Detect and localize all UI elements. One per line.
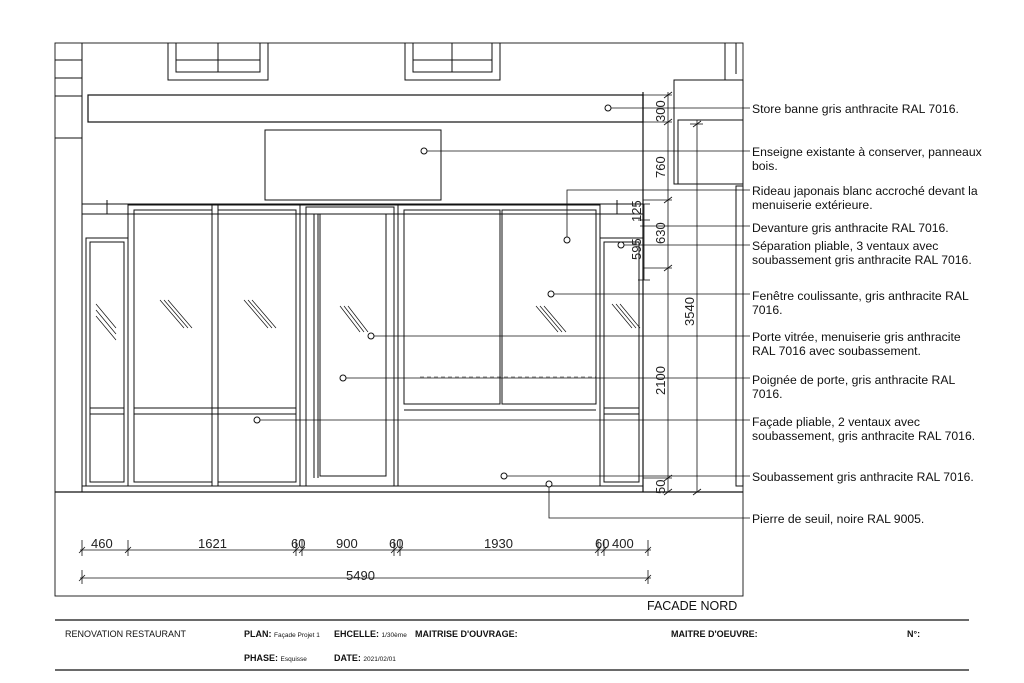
scale-value: 1/30ème — [381, 632, 407, 639]
plan-label: PLAN: — [244, 629, 272, 639]
dim-60-b: 60 — [389, 536, 404, 551]
folding-facade — [128, 205, 300, 486]
note-store-banne: Store banne gris anthracite RAL 7016. — [752, 102, 959, 116]
dim-60-c: 60 — [595, 536, 610, 551]
date-label: DATE: — [334, 653, 361, 663]
dim-400: 400 — [612, 536, 634, 551]
dim-60-a: 60 — [291, 536, 306, 551]
right-partition — [600, 238, 643, 486]
note-enseigne: Enseigne existante à conserver, panneaux bois. — [752, 145, 982, 173]
note-rideau: Rideau japonais blanc accroché devant la menuiserie extérieure. — [752, 184, 978, 212]
note-poignee: Poignée de porte, gris anthracite RAL 7016. — [752, 373, 955, 401]
number-field — [907, 629, 920, 639]
note-separation: Séparation pliable, 3 ventaux avec soubassement gris anthracite RAL 7016. — [752, 239, 972, 267]
dim-460: 460 — [91, 536, 113, 551]
dim-50: 50 — [653, 479, 668, 494]
phase-field — [244, 653, 307, 663]
scale-field — [334, 629, 407, 639]
phase-label: PHASE: — [244, 653, 279, 663]
upper-window-left — [168, 43, 268, 80]
dim-2100: 2100 — [653, 366, 668, 395]
architect-label: MAITRE D'OEUVRE: — [671, 629, 758, 639]
plan-value: Façade Projet 1 — [274, 632, 320, 639]
dim-125: 125 — [629, 200, 644, 222]
plan-field — [244, 629, 320, 639]
number-label: N°: — [907, 629, 921, 639]
glass-door — [300, 205, 398, 486]
dim-1621: 1621 — [198, 536, 227, 551]
sliding-window — [398, 205, 600, 486]
left-side-panel — [86, 238, 128, 486]
note-soubassement: Soubassement gris anthracite RAL 7016. — [752, 470, 974, 484]
drawing-title: FACADE NORD — [647, 599, 738, 613]
phase-value: Esquisse — [280, 656, 307, 663]
dim-630: 630 — [653, 222, 668, 244]
dim-595: 595 — [629, 238, 644, 260]
date-value: 2021/02/01 — [363, 656, 396, 663]
dim-760: 760 — [653, 156, 668, 178]
dim-900: 900 — [336, 536, 358, 551]
owner-label: MAITRISE D'OUVRAGE: — [415, 629, 518, 639]
vertical-dimensions — [638, 92, 703, 495]
dim-1930: 1930 — [484, 536, 513, 551]
enseigne-sign — [265, 130, 441, 200]
note-devanture: Devanture gris anthracite RAL 7016. — [752, 221, 949, 235]
owner-field — [415, 629, 518, 639]
note-pierre-seuil: Pierre de seuil, noire RAL 9005. — [752, 512, 925, 526]
scale-label: EHCELLE: — [334, 629, 379, 639]
upper-window-right — [405, 43, 500, 80]
dim-total-height: 3540 — [682, 297, 697, 326]
project-name: RENOVATION RESTAURANT — [65, 629, 187, 639]
note-porte: Porte vitrée, menuiserie gris anthracite RAL 7016 avec soubassement. — [752, 330, 961, 358]
leader-lines — [257, 108, 750, 518]
note-fenetre: Fenêtre coulissante, gris anthracite RAL 7016. — [752, 289, 969, 317]
dim-total-width: 5490 — [346, 568, 375, 583]
architect-field — [671, 629, 758, 639]
sheet-frame — [55, 43, 743, 596]
date-field — [334, 653, 396, 663]
store-banne — [88, 95, 643, 122]
dim-300: 300 — [653, 100, 668, 122]
note-facade-pliable: Façade pliable, 2 ventaux avec soubassement, gris anthracite RAL 7016. — [752, 415, 976, 443]
